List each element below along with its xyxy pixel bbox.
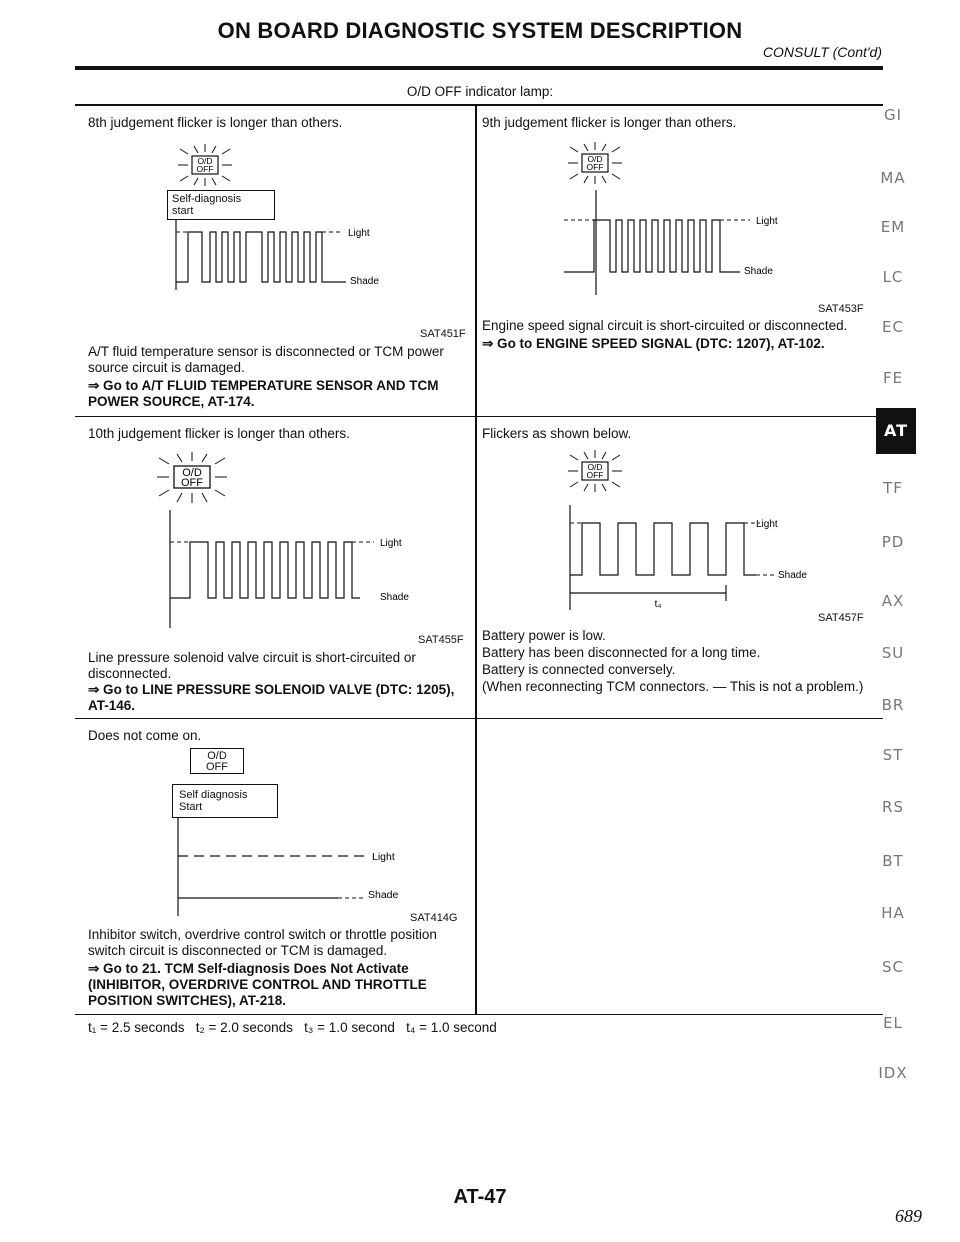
cell-2-waveform — [560, 190, 800, 300]
cell-5-shade-label: Shade — [368, 889, 399, 901]
cell-5-self-diagnosis-box — [172, 784, 278, 818]
cell-1-description: A/T fluid temperature sensor is disconnected or TCM power source circuit is damaged. — [88, 344, 444, 375]
cell-1-indicator-off: OFF — [196, 164, 214, 174]
cell-4-light-label: Light — [756, 519, 778, 530]
sidebar-tab-su[interactable]: SU — [881, 644, 905, 662]
cell-5-light-label: Light — [372, 851, 395, 863]
table-heading: O/D OFF indicator lamp: — [406, 84, 554, 99]
cell-2-action: ⇒ Go to ENGINE SPEED SIGNAL (DTC: 1207), AT-102. — [482, 336, 825, 351]
sidebar-tab-tf[interactable]: TF — [883, 479, 903, 497]
cell-4-waveform — [560, 505, 810, 615]
cell-4-shade-label: Shade — [778, 570, 807, 581]
sidebar-tab-rs[interactable]: RS — [882, 798, 904, 816]
cell-2-light-label: Light — [756, 216, 778, 227]
cell-4-indicator-off: OFF — [586, 470, 604, 480]
cell-4-desc-line-4: (When reconnecting TCM connectors. — This is not a problem.) — [482, 679, 864, 694]
sidebar-tab-el[interactable]: EL — [883, 1014, 903, 1032]
sidebar-tab-fe[interactable]: FE — [882, 369, 904, 387]
cell-1-indicator-od: O/D — [197, 156, 213, 166]
cell-2-code: SAT453F — [818, 303, 864, 315]
cell-1-code: SAT451F — [420, 328, 466, 340]
page-subtitle: CONSULT (Cont'd) — [762, 44, 882, 60]
cell-5-heading: Does not come on. — [88, 728, 202, 743]
cell-5-box-line2: Start — [179, 801, 203, 813]
sidebar-tab-ha[interactable]: HA — [881, 904, 905, 922]
sidebar-tab-br[interactable]: BR — [881, 696, 905, 714]
page-label: AT-47 — [453, 1186, 507, 1208]
sidebar-tab-lc[interactable]: LC — [882, 268, 904, 286]
cell-4-desc-line-2: Battery has been disconnected for a long time. — [482, 645, 761, 660]
cell-4-indicator-od: O/D — [587, 462, 603, 472]
cell-5-box-line1: Self diagnosis — [179, 789, 248, 801]
cell-5-code: SAT414G — [410, 912, 458, 924]
cell-1-heading: 8th judgement flicker is longer than others. — [88, 115, 343, 130]
cell-4-t-label: t₄ — [654, 599, 662, 610]
table-row-rule-2 — [75, 718, 883, 719]
cell-3-shade-label: Shade — [380, 592, 409, 603]
cell-2-heading: 9th judgement flicker is longer than others. — [482, 115, 737, 130]
sidebar-tab-st[interactable]: ST — [882, 746, 904, 764]
sidebar-tab-bt[interactable]: BT — [882, 852, 904, 870]
cell-4-desc-line-1: Battery power is low. — [482, 628, 606, 643]
cell-3-description: Line pressure solenoid valve circuit is short-circuited or disconnected. — [88, 650, 416, 681]
cell-3-action: ⇒ Go to LINE PRESSURE SOLENOID VALVE (DTC: 1205), AT-146. — [88, 682, 455, 713]
cell-2-indicator-off: OFF — [586, 162, 604, 172]
cell-5-description: Inhibitor switch, overdrive control switch or throttle position switch circuit is disconnected or TCM is damaged. — [88, 927, 437, 958]
cell-3-code: SAT455F — [418, 634, 464, 646]
cell-5-indicator-od: O/D — [207, 750, 227, 762]
footnote: t₁ = 2.5 seconds t₂ = 2.0 seconds t₃ = 1.0 second t₄ = 1.0 second — [88, 1020, 497, 1035]
cell-2-shade-label: Shade — [744, 266, 773, 277]
cell-5-waveform — [170, 818, 410, 918]
sidebar-tab-idx[interactable]: IDX — [878, 1064, 908, 1082]
cell-4-heading: Flickers as shown below. — [482, 426, 632, 441]
cell-2-indicator-icon — [560, 140, 630, 186]
page-title: ON BOARD DIAGNOSTIC SYSTEM DESCRIPTION — [217, 18, 743, 43]
cell-3-indicator-off: OFF — [181, 477, 203, 489]
cell-4-indicator-icon — [560, 448, 630, 494]
sidebar-tab-ma[interactable]: MA — [880, 169, 906, 187]
table-bottom-rule — [75, 1014, 883, 1015]
cell-1-light-label: Light — [348, 228, 370, 239]
header-rule — [75, 66, 883, 70]
table-top-rule — [75, 104, 883, 106]
cell-4-code: SAT457F — [818, 612, 864, 624]
cell-1-self-diagnosis-box — [167, 190, 275, 220]
sidebar-tab-gi[interactable]: GI — [883, 106, 903, 124]
cell-3-waveform — [160, 510, 420, 630]
table-row-rule-1 — [75, 416, 883, 417]
cell-1-action: ⇒ Go to A/T FLUID TEMPERATURE SENSOR AND TCM POWER SOURCE, AT-174. — [88, 378, 439, 409]
sidebar-tab-ec[interactable]: EC — [882, 318, 904, 336]
cell-3-indicator-icon — [148, 450, 238, 506]
page-number: 689 — [895, 1206, 922, 1226]
sidebar-tab-sc[interactable]: SC — [882, 958, 904, 976]
cell-2-indicator-od: O/D — [587, 154, 603, 164]
cell-1-box-line2: start — [172, 205, 194, 217]
sidebar-tab-pd[interactable]: PD — [881, 533, 905, 551]
cell-1-indicator-icon — [170, 142, 240, 188]
cell-3-light-label: Light — [380, 538, 402, 549]
cell-5-indicator-box — [190, 748, 244, 774]
sidebar-tab-at[interactable]: AT — [876, 408, 916, 454]
cell-5-indicator-off: OFF — [206, 761, 228, 773]
cell-2-description: Engine speed signal circuit is short-circuited or disconnected. — [482, 318, 848, 333]
sidebar-tab-em[interactable]: EM — [880, 218, 906, 236]
sidebar-tab-ax[interactable]: AX — [881, 592, 905, 610]
cell-5-action: ⇒ Go to 21. TCM Self-diagnosis Does Not Activate (INHIBITOR, OVERDRIVE CONTROL AND THROTTLE POSITION SWITCHES), AT-218. — [88, 961, 427, 1008]
cell-3-indicator-od: O/D — [182, 467, 202, 479]
cell-3-heading: 10th judgement flicker is longer than others. — [88, 426, 350, 441]
table-column-divider — [475, 104, 477, 1014]
cell-1-shade-label: Shade — [350, 276, 379, 287]
cell-1-waveform — [160, 220, 380, 300]
cell-4-desc-line-3: Battery is connected conversely. — [482, 662, 676, 677]
cell-1-box-line1: Self-diagnosis — [172, 193, 242, 205]
